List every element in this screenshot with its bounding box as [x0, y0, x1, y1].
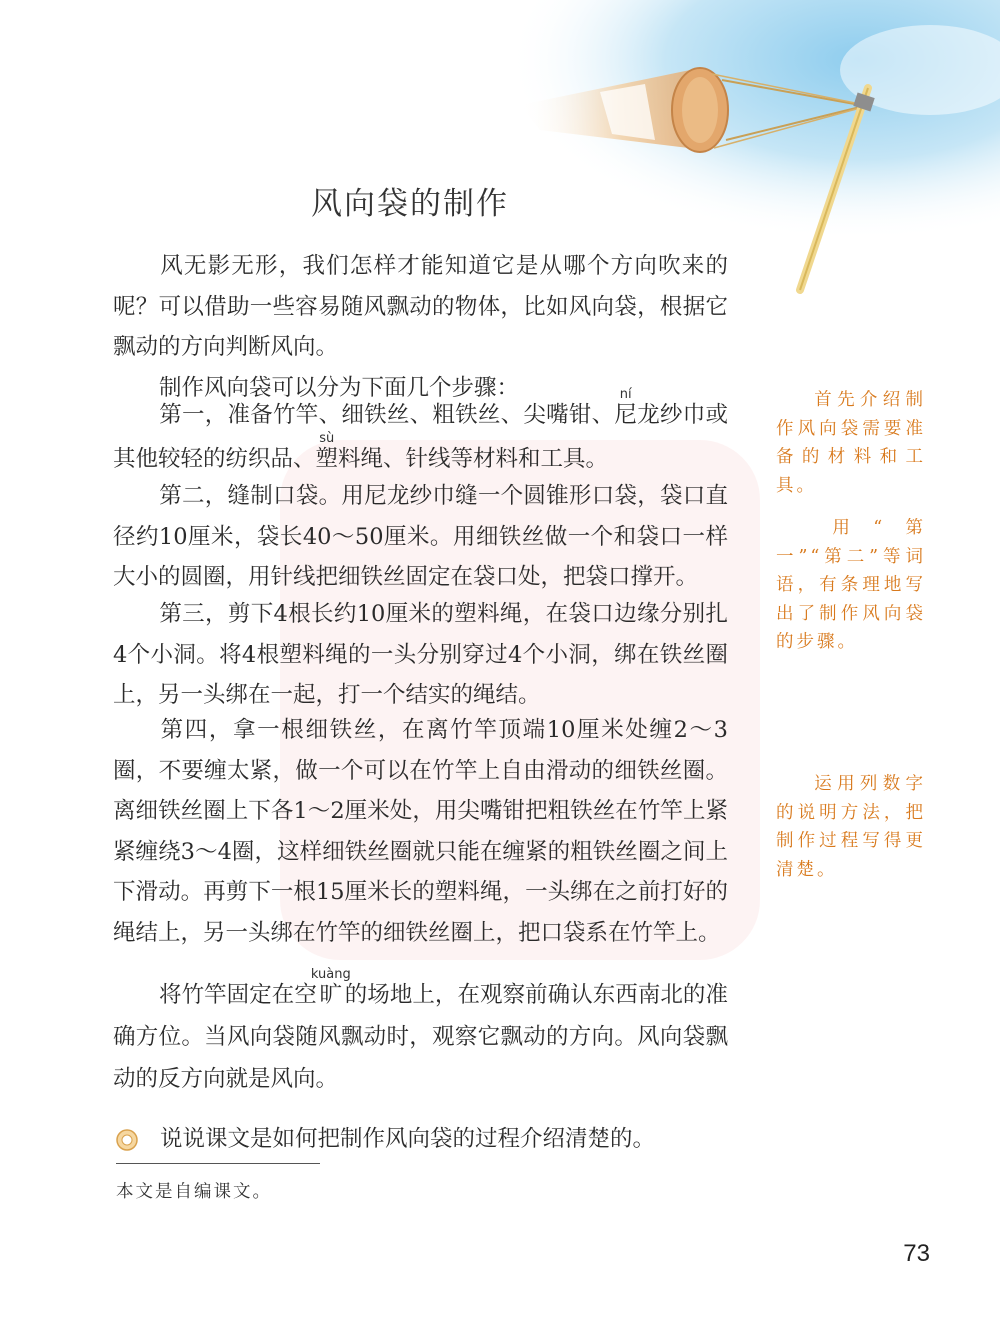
paragraph-2: 制作风向袋可以分为下面几个步骤： [159, 375, 520, 401]
margin-note-1: 首先介绍制作风向袋需要准备的材料和工具。 [776, 390, 926, 496]
page-title: 风向袋的制作 [311, 186, 509, 222]
margin-note-2: 用“第一”“第二”等词语，有条理地写出了制作风向袋的步骤。 [776, 518, 926, 652]
paragraph-5: 第三，剪下4根长约10厘米的塑料绳，在袋口边缘分别扎4个小洞。将4根塑料绳的一头分别穿过4个小洞，绑在铁丝圈上，另一头绑在一起，打一个结实的绳结。 [113, 601, 728, 708]
page-number: 73 [903, 1240, 930, 1267]
margin-note-3: 运用列数字的说明方法，把制作过程写得更清楚。 [776, 774, 926, 880]
paragraph-7: 将竹竿固定在空旷kuàng的场地上，在观察前确认东西南北的准确方位。当风向袋随风飘动时，观察它飘动的方向。风向袋飘动的反方向就是风向。 [113, 967, 728, 1092]
question-bullet-icon [116, 1129, 138, 1151]
paragraph-3: 第一，准备竹竿、细铁丝、粗铁丝、尖嘴钳、尼ní龙纱巾或其他较轻的纺织品、塑sù料绳、针线等材料和工具。 [113, 387, 728, 472]
exercise-question: 说说课文是如何把制作风向袋的过程介绍清楚的。 [116, 1121, 655, 1153]
paragraph-6: 第四，拿一根细铁丝，在离竹竿顶端10厘米处缠2～3圈，不要缠太紧，做一个可以在竹竿上自由滑动的细铁丝圈。离细铁丝圈上下各1～2厘米处，用尖嘴钳把粗铁丝在竹竿上紧紧缠绕3～4圈，这样细铁丝圈就只能在缠紧的粗铁丝圈之间上下滑动。再剪下一根15厘米长的塑料绳，一头绑在之前打好的绳结上，另一头绑在竹竿的细铁丝圈上，把口袋系在竹竿上。 [113, 717, 728, 946]
source-footnote: 本文是自编课文。 [116, 1182, 272, 1202]
paragraph-1: 风无影无形，我们怎样才能知道它是从哪个方向吹来的呢？可以借助一些容易随风飘动的物体，比如风向袋，根据它飘动的方向判断风向。 [113, 253, 728, 360]
footnote-divider [116, 1163, 320, 1164]
paragraph-4: 第二，缝制口袋。用尼龙纱巾缝一个圆锥形口袋，袋口直径约10厘米，袋长40～50厘米。用细铁丝做一个和袋口一样大小的圆圈，用针线把细铁丝固定在袋口处，把袋口撑开。 [113, 483, 728, 590]
